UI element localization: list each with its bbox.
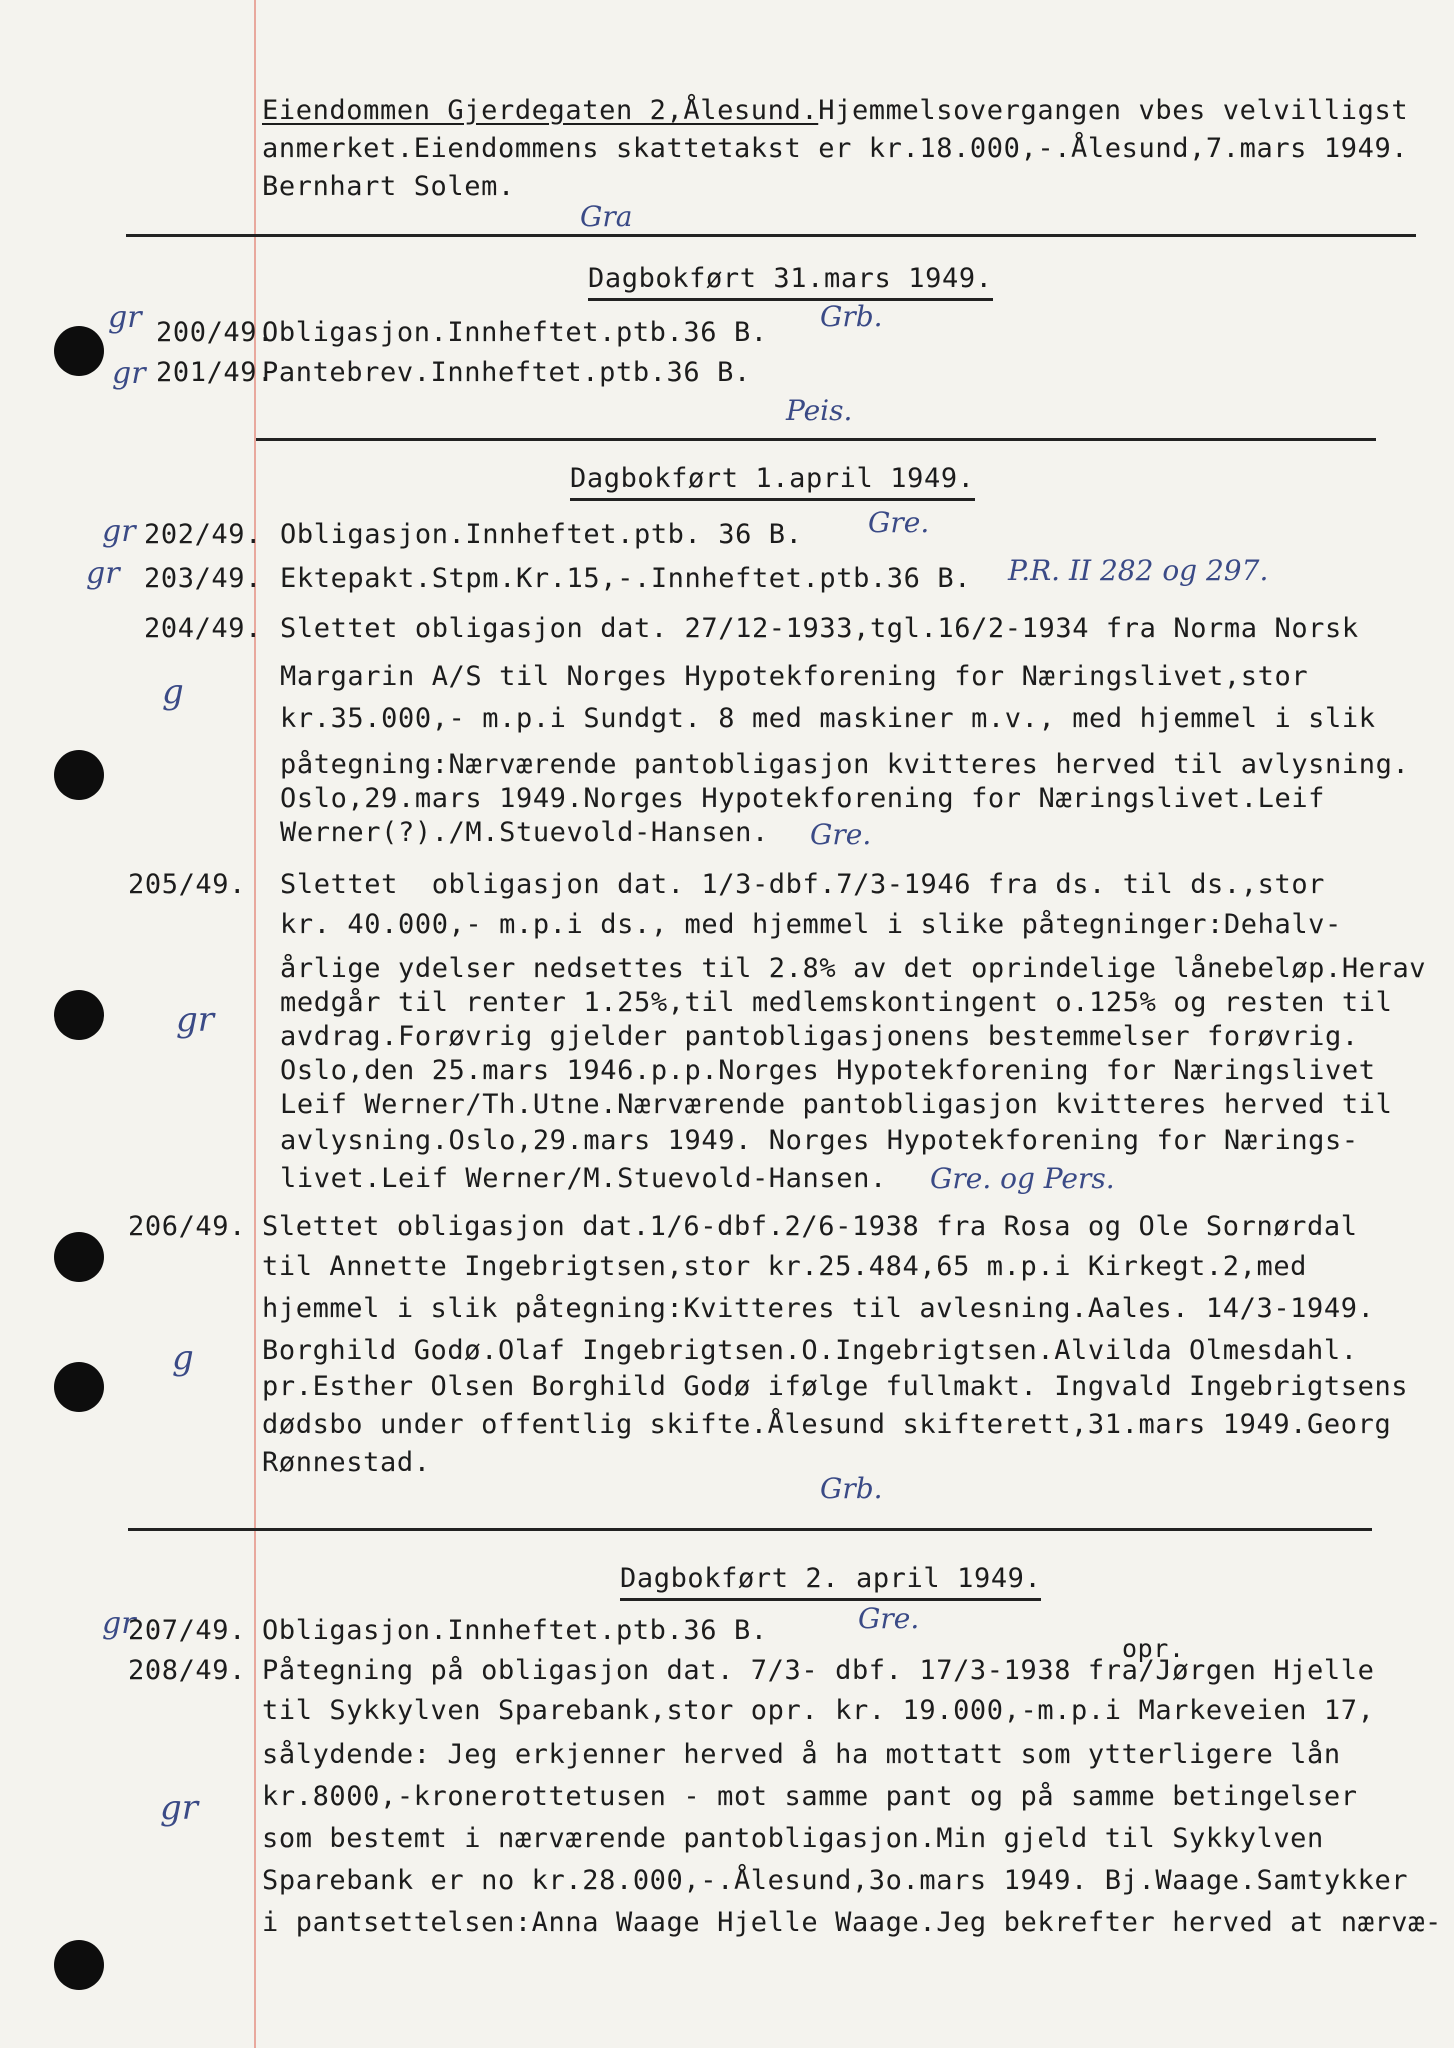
intro-line-2: anmerket.Eiendommens skattetakst er kr.18.000,-.Ålesund,7.mars 1949. xyxy=(262,133,1409,164)
entry-text-line: hjemmel i slik påtegning:Kvitteres til avlesning.Aales. 14/3-1949. xyxy=(262,1293,1375,1324)
margin-initials: gr xyxy=(108,300,142,335)
margin-initials: gr xyxy=(86,556,120,591)
entry-text-line: sålydende: Jeg erkjenner herved å ha mottatt som ytterligere lån xyxy=(262,1739,1341,1770)
entry-number: 206/49. xyxy=(128,1211,246,1242)
entry-text-line: pr.Esther Olsen Borghild Godø ifølge fullmakt. Ingvald Ingebrigtsens xyxy=(262,1371,1409,1402)
entry-text-line: Ektepakt.Stpm.Kr.15,-.Innheftet.ptb.36 B. xyxy=(280,563,972,594)
binder-hole xyxy=(54,1940,104,1990)
entry-text-line: Werner(?)./M.Stuevold-Hansen. xyxy=(280,817,769,848)
margin-initials: g xyxy=(162,672,184,712)
margin-initials: gr xyxy=(102,514,136,549)
entry-text-line: Rønnestad. xyxy=(262,1447,431,1478)
entry-text-line: Påtegning på obligasjon dat. 7/3- dbf. 17/3-1938 fra/Jørgen Hjelle xyxy=(262,1655,1375,1686)
margin-initials: gr xyxy=(112,356,146,391)
entry-number: 203/49. xyxy=(144,563,262,594)
entry-text-line: avlysning.Oslo,29.mars 1949. Norges Hypotekforening for Nærings- xyxy=(280,1125,1359,1156)
entry-text-line: Obligasjon.Innheftet.ptb.36 B. xyxy=(262,1615,768,1646)
margin-initials: g xyxy=(172,1338,194,1378)
intro-line-1-rest: Hjemmelsovergangen vbes velvilligst xyxy=(818,95,1409,126)
entry-text-line: kr.8000,-kronerottetusen - mot samme pant og på samme betingelser xyxy=(262,1781,1358,1812)
margin-initials: gr xyxy=(176,1000,215,1040)
section-rule xyxy=(256,438,1376,441)
entry-text-line: Slettet obligasjon dat. 1/3-dbf.7/3-1946 fra ds. til ds.,stor xyxy=(280,869,1326,900)
entry-text-line: kr. 40.000,- m.p.i ds., med hjemmel i slike påtegninger:Dehalv- xyxy=(280,909,1342,940)
section-rule xyxy=(128,1528,1372,1531)
entry-text-line: livet.Leif Werner/M.Stuevold-Hansen. xyxy=(280,1163,887,1194)
entry-number: 208/49. xyxy=(128,1655,246,1686)
entry-text-line: Slettet obligasjon dat. 27/12-1933,tgl.16/2-1934 fra Norma Norsk xyxy=(280,613,1359,644)
handwritten-note: Gre. xyxy=(858,1602,920,1635)
entry-text-line: til Sykkylven Sparebank,stor opr. kr. 19.000,-m.p.i Markeveien 17, xyxy=(262,1695,1375,1726)
entry-text-line: Oslo,29.mars 1949.Norges Hypotekforening for Næringslivet.Leif xyxy=(280,783,1326,814)
intro-line-3: Bernhart Solem. xyxy=(262,171,515,202)
entry-number: 205/49. xyxy=(128,869,246,900)
handwritten-note: Grb. xyxy=(820,1472,883,1505)
binder-hole xyxy=(54,990,104,1040)
entry-text-line: Borghild Godø.Olaf Ingebrigtsen.O.Ingebrigtsen.Alvilda Olmesdahl. xyxy=(262,1335,1358,1366)
entry-text-line: Pantebrev.Innheftet.ptb.36 B. xyxy=(262,357,751,388)
handwritten-note: P.R. II 282 og 297. xyxy=(1008,554,1269,587)
section-rule xyxy=(126,234,1416,237)
entry-text-line: kr.35.000,- m.p.i Sundgt. 8 med maskiner m.v., med hjemmel i slik xyxy=(280,703,1376,734)
entry-text-line: årlige ydelser nedsettes til 2.8% av det oprindelige lånebeløp.Herav xyxy=(280,953,1427,984)
entry-text-line: medgår til renter 1.25%,til medlemskontingent o.125% og resten til xyxy=(280,987,1393,1018)
handwritten-note: Gre. xyxy=(868,506,930,539)
binder-hole xyxy=(54,750,104,800)
binder-hole xyxy=(54,1362,104,1412)
entry-text-line: Leif Werner/Th.Utne.Nærværende pantobligasjon kvitteres herved til xyxy=(280,1089,1393,1120)
entry-number: 207/49. xyxy=(128,1615,246,1646)
entry-number: 200/49. xyxy=(156,317,274,348)
entry-number: 201/49. xyxy=(156,357,274,388)
entry-number: 204/49. xyxy=(144,613,262,644)
margin-initials: gr xyxy=(160,1788,199,1828)
entry-text-line: dødsbo under offentlig skifte.Ålesund skifterett,31.mars 1949.Georg xyxy=(262,1409,1392,1440)
entry-text-line: som bestemt i nærværende pantobligasjon.Min gjeld til Sykkylven xyxy=(262,1823,1324,1854)
binder-hole xyxy=(54,1232,104,1282)
section-heading: Dagbokført 2. april 1949. xyxy=(620,1562,1041,1601)
entry-text-line: Obligasjon.Innheftet.ptb.36 B. xyxy=(262,317,768,348)
entry-text-line: Margarin A/S til Norges Hypotekforening for Næringslivet,stor xyxy=(280,661,1309,692)
entry-text-line: Obligasjon.Innheftet.ptb. 36 B. xyxy=(280,519,803,550)
section-heading: Dagbokført 31.mars 1949. xyxy=(588,262,993,301)
handwritten-note: Peis. xyxy=(786,394,853,427)
red-margin-line xyxy=(254,0,256,2048)
handwritten-note: Gre. xyxy=(810,818,872,851)
handwritten-note: Grb. xyxy=(820,300,883,333)
handwritten-note: Gre. og Pers. xyxy=(930,1162,1115,1195)
entry-text-line: påtegning:Nærværende pantobligasjon kvitteres herved til avlysning. xyxy=(280,749,1410,780)
section-heading: Dagbokført 1.april 1949. xyxy=(570,462,975,501)
handwritten-note: Gra xyxy=(580,200,633,233)
entry-number: 202/49. xyxy=(144,519,262,550)
intro-property-underlined: Eiendommen Gjerdegaten 2,Ålesund. xyxy=(262,95,819,126)
intro-line-1 xyxy=(262,94,1408,128)
entry-text-line: Oslo,den 25.mars 1946.p.p.Norges Hypotekforening for Næringslivet xyxy=(280,1055,1376,1086)
entry-text-line: i pantsettelsen:Anna Waage Hjelle Waage.Jeg bekrefter herved at nærvæ- xyxy=(262,1907,1442,1938)
entry-text-line: Slettet obligasjon dat.1/6-dbf.2/6-1938 fra Rosa og Ole Sornørdal xyxy=(262,1211,1358,1242)
margin-initials: gr xyxy=(102,1606,136,1641)
entry-text-line: til Annette Ingebrigtsen,stor kr.25.484,65 m.p.i Kirkegt.2,med xyxy=(262,1251,1308,1282)
entry-text-line: Sparebank er no kr.28.000,-.Ålesund,3o.mars 1949. Bj.Waage.Samtykker xyxy=(262,1865,1409,1896)
interlinear-insertion: opr. xyxy=(1122,1634,1185,1663)
binder-hole xyxy=(54,326,104,376)
entry-text-line: avdrag.Forøvrig gjelder pantobligasjonens bestemmelser forøvrig. xyxy=(280,1021,1359,1052)
